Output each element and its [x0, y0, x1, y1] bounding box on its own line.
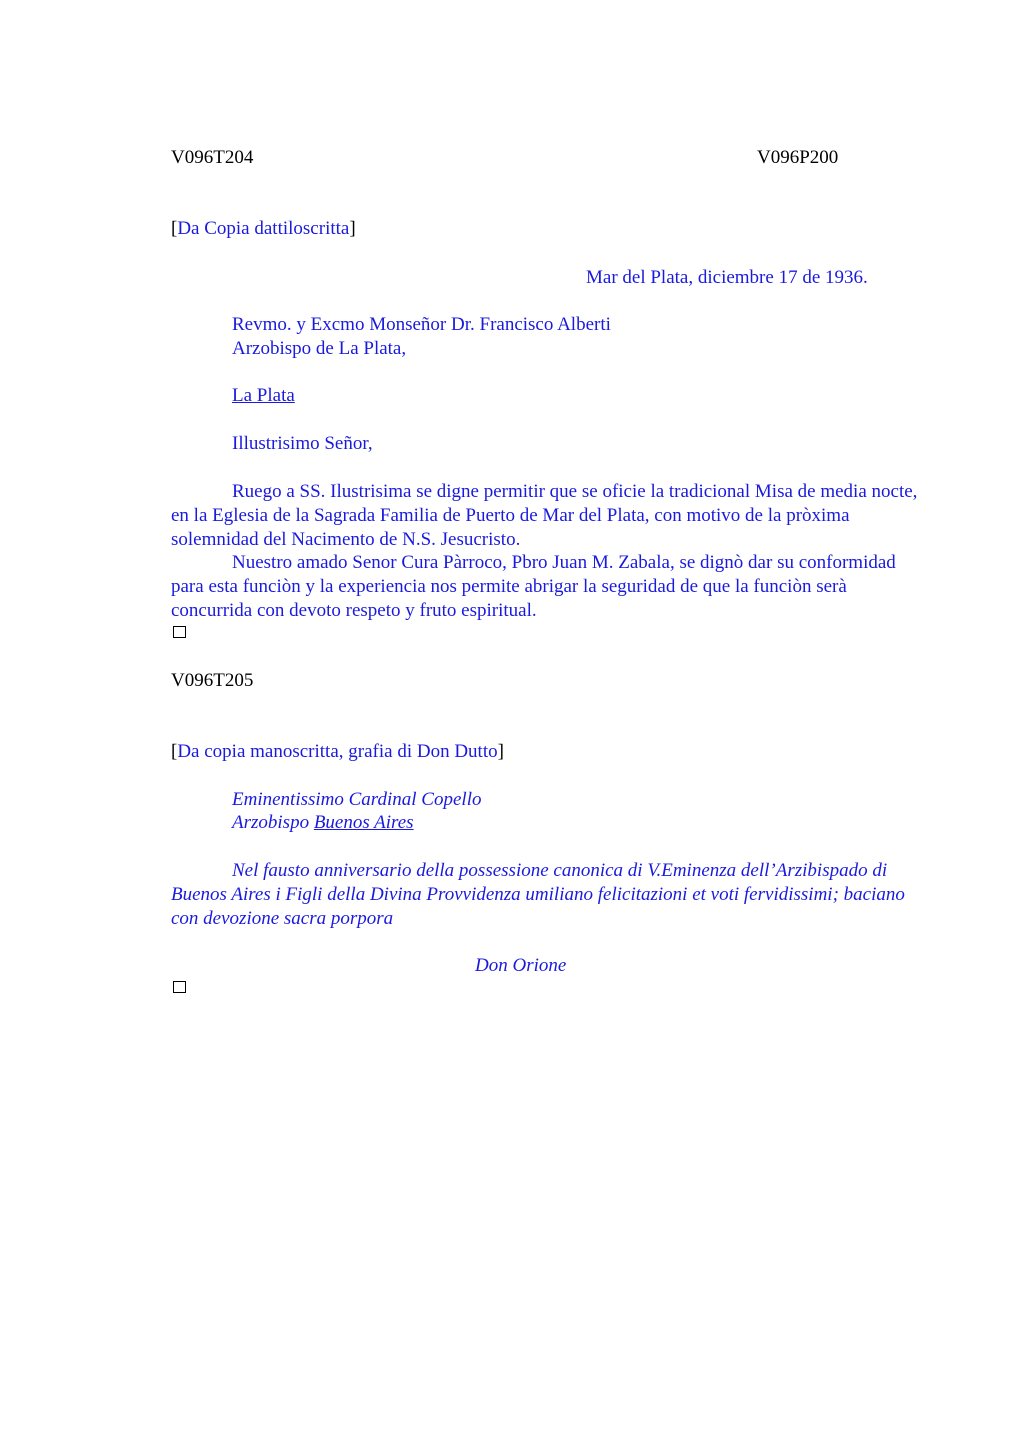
- recipient-line-1-doc2: Eminentissimo Cardinal Copello: [232, 789, 482, 810]
- source-note-2: [171, 740, 504, 764]
- source-bracket-open: [: [171, 741, 178, 762]
- recipient-place-doc2: Buenos Aires: [313, 812, 414, 833]
- source-bracket-open: [: [171, 218, 178, 239]
- recipient-line-1: Revmo. y Excmo Monseñor Dr. Francisco Alberti: [232, 314, 611, 335]
- recipient-line-2-doc2: [232, 811, 414, 835]
- source-note: [171, 217, 356, 241]
- end-of-document-marker-2: [173, 981, 186, 993]
- source-bracket-close: ]: [497, 741, 504, 762]
- source-text: Da copia manoscritta, grafia di Don Dutto: [177, 741, 498, 762]
- end-of-document-marker: [173, 626, 186, 638]
- recipient-place: La Plata: [232, 385, 295, 406]
- source-text: Da Copia dattiloscritta: [177, 218, 350, 239]
- salutation: Illustrisimo Señor,: [232, 433, 373, 454]
- document-code-left: V096T204: [171, 147, 254, 168]
- telegram-body: Nel fausto anniversario della possessione canonica di V.Eminenza dell’Arzibispado di Buenos Aires i Figli della Divina Provvidenza umiliano felicitazioni et voti fervidissimi; baciano con devozione sacra porpora: [171, 860, 905, 929]
- recipient-title: Arzobispo: [232, 812, 314, 833]
- source-bracket-close: ]: [349, 218, 356, 239]
- recipient-line-2: Arzobispo de La Plata,: [232, 338, 407, 359]
- dateline: Mar del Plata, diciembre 17 de 1936.: [586, 267, 868, 288]
- document-code-right: V096P200: [757, 147, 839, 168]
- document-code-left-2: V096T205: [171, 670, 254, 691]
- letter-paragraph-1: Ruego a SS. Ilustrisima se digne permitir que se oficie la tradicional Misa de media nocte, en la Eglesia de la Sagrada Familia de Puerto de Mar del Plata, con motivo de la pròxima solemnidad del Nacimento de N.S. Jesucristo.: [171, 481, 918, 550]
- signature: Don Orione: [475, 955, 567, 976]
- letter-paragraph-2: Nuestro amado Senor Cura Pàrroco, Pbro Juan M. Zabala, se dignò dar su conformidad para esta funciòn y la experiencia nos permite abrigar la seguridad de que la funciòn serà concurrida con devoto respeto y fruto espiritual.: [171, 552, 896, 621]
